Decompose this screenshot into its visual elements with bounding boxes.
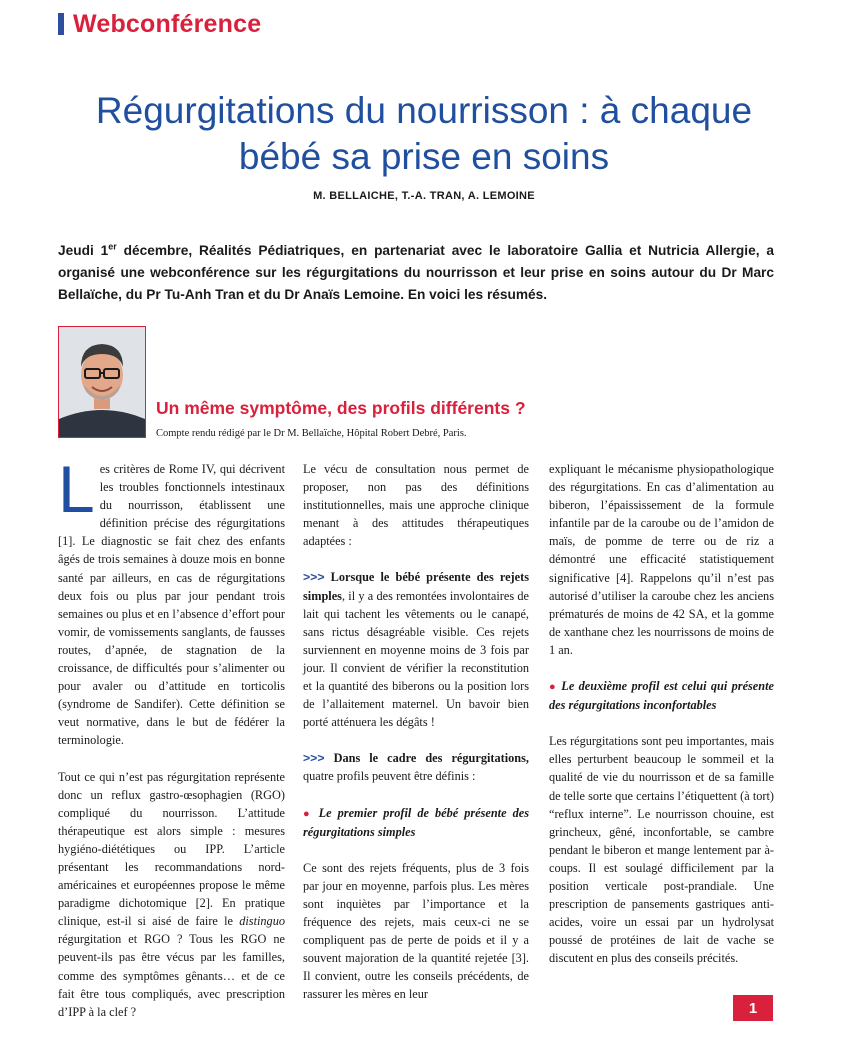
- intro-start: Jeudi 1: [58, 243, 109, 258]
- col2-paragraph-2: [303, 568, 529, 731]
- section-title: Un même symptôme, des profils différents ?: [156, 398, 526, 418]
- author-photo: [58, 326, 146, 438]
- col1-p2-emphasis: distinguo: [239, 914, 285, 929]
- drop-cap: L: [58, 452, 95, 526]
- col2-paragraph-4: Ce sont des rejets fréquents, plus de 3 fois par jour en moyenne, parfois plus. Les mères sont inquiètes par l’importance et la fréquence des rejets, mais ceux-ci ne se compliquent pas de perte de poids et il y a souvent majoration de la quantité rejetée [3]. Il convient, outre les conseils précédents, de rassurer les mères en leur: [303, 860, 529, 1002]
- rubric-label: Webconférence: [73, 9, 262, 38]
- col2-p2-lead: Lorsque le bébé présente des rejets simples: [303, 570, 529, 603]
- col1-p2-end: régurgitation et RGO ? Tous les RGO ne peuvent-ils pas être vécus par les familles, comme des symptômes gênants… et de ce fait être tous compliqués, avec prescription d’IPP à la clef ?: [58, 932, 285, 1019]
- col2-paragraph-1: Le vécu de consultation nous permet de proposer, non pas des définitions institutionnelles, mais une approche clinique menant à des attitudes thérapeutiques adaptées :: [303, 462, 529, 549]
- page-number: 1: [733, 995, 773, 1021]
- intro-superscript: er: [108, 241, 117, 252]
- profile-1-title: Le premier profil de bébé présente des régurgitations simples: [303, 805, 529, 839]
- col2-p2-rest: , il y a des remontées involontaires de lait qui tachent les vêtements ou le canapé, sans rictus désagréable visible. Ces rejets surviennent en moyenne moins de 3 fois par jour. Il convient de vérifier la reconstitution et la quantité des biberons ou la position lors de l’allaitement maternel. Un bavoir bien porté atténuera les dégâts !: [303, 588, 529, 730]
- article-intro: [58, 240, 774, 306]
- col1-p1-text: es critères de Rome IV, qui décrivent les troubles fonctionnels intestinaux du nourrisson, établissent une définition précise des régurgitations [1]. Le diagnostic se fait chez des enfants âgés de trois semaines à douze mois en bonne santé par ailleurs, en cas de régurgitations deux fois ou plus par jour pendant trois semaines ou plus et en l’absence d’effort pour vomir, de vomissements sanglants, de fausses routes, d’apnée, de stagnation de la croissance, de difficultés pour s’alimenter ou pour avaler ou d’attitude en torticolis (syndrome de Sandifer). Cette définition se veut normative, dans le but de fédérer la terminologie.: [58, 462, 285, 748]
- arrows-icon: >>>: [303, 751, 325, 766]
- col3-profile-heading: [549, 677, 774, 714]
- title-line-1: Régurgitations du nourrisson : à chaque: [95, 90, 753, 131]
- col2-paragraph-3: [303, 749, 529, 785]
- article-authors: M. BELLAICHE, T.-A. TRAN, A. LEMOINE: [313, 190, 535, 202]
- col1-p2-start: Tout ce qui n’est pas régurgitation représente donc un reflux gastro-œsophagien (RGO) compliqué du nourrisson. L’attitude thérapeutique est alors simple : mesures hygiéno-diététiques ou IPP. L’article présentant les recommandations nord-américaines et européennes propose le même paradigme dichotomique [2]. En pratique clinique, est-il si aisé de faire le: [58, 769, 285, 929]
- bullet-icon: ●: [303, 807, 313, 820]
- report-credit: Compte rendu rédigé par le Dr M. Bellaïche, Hôpital Robert Debré, Paris.: [156, 428, 467, 439]
- col2-p3-rest: quatre profils peuvent être définis :: [303, 769, 476, 784]
- bullet-icon: ●: [549, 681, 557, 694]
- section-rubric: [58, 8, 261, 40]
- rubric-bar: [58, 13, 64, 35]
- intro-rest: décembre, Réalités Pédiatriques, en partenariat avec le laboratoire Gallia et Nutricia Allergie, a organisé une webconférence sur les régurgitations du nourrisson et leur prise en soins autour du Dr Marc Bellaïche, du Pr Tu-Anh Tran et du Dr Anaïs Lemoine. En voici les résumés.: [58, 243, 774, 302]
- portrait-image: [59, 327, 145, 437]
- col1-paragraph-1: [58, 452, 285, 750]
- col2-profile-heading: [303, 804, 529, 841]
- col3-paragraph-1: expliquant le mécanisme physiopathologique des régurgitations. En cas d’alimentation au biberon, l’épaississement de la formule infantile par de la caroube ou de l’amidon de maïs, de pomme de terre ou de riz a démontré une efficacité statistiquement significative [4]. Rappelons qu’il n’est pas autorisé d’utiliser la caroube chez les anciens prématurés de moins de 42 SA, et la gomme de xanthane chez les nourrissons de moins de 1 an.: [549, 462, 774, 657]
- column-2: [303, 460, 529, 1021]
- column-3: [549, 460, 774, 985]
- arrows-icon: >>>: [303, 570, 325, 585]
- col3-paragraph-2: Les régurgitations sont peu importantes, mais elles perturbent beaucoup le sommeil et la qualité de vie du nourrisson et de sa famille de telle sorte que certains l’étiquettent (à tort) “reflux interne”. Le nourrisson chouine, est grincheux, gêné, inconfortable, se cambre pendant le biberon et mange lentement par à-coups. Il est soulagé difficilement par la position verticale post-prandiale. Une prescription de pansements gastriques anti-acides, voire un essai par un hydrolysat poussé de protéines de lait de vache se discutent en plus des conseils précités.: [549, 734, 774, 966]
- article-title: [40, 88, 808, 180]
- title-line-2: bébé sa prise en soins: [238, 136, 610, 177]
- col2-p3-lead: Dans le cadre des régurgitations,: [324, 751, 529, 766]
- col1-paragraph-2: [58, 768, 285, 1021]
- column-1: [58, 452, 285, 1039]
- profile-2-title: Le deuxième profil est celui qui présente des régurgitations inconfortables: [549, 679, 774, 713]
